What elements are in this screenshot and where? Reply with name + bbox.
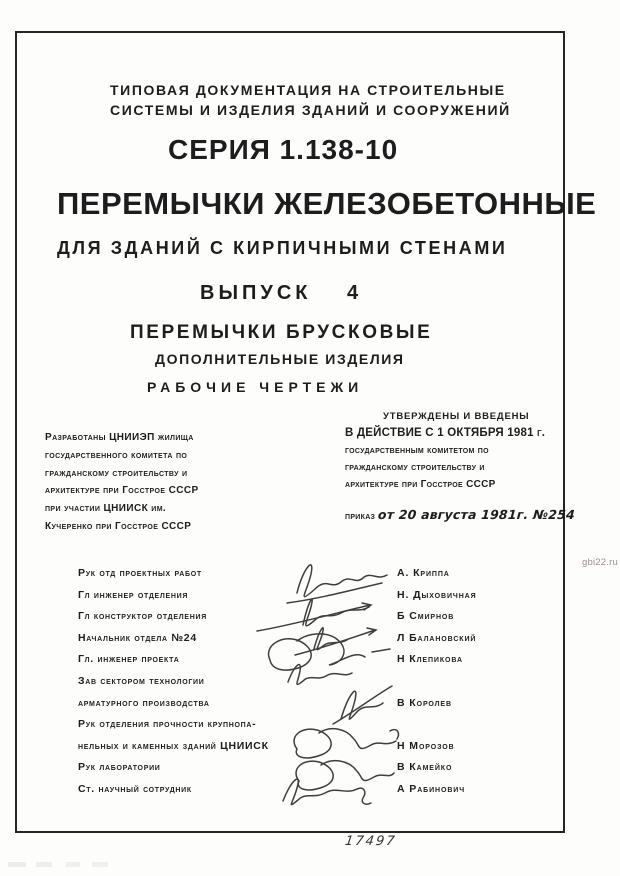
developed-line: Кучеренко при Госстрое СССР — [45, 520, 192, 532]
table-row — [78, 607, 548, 629]
table-row — [78, 629, 548, 651]
developed-line: гражданскому строительству и — [45, 467, 188, 479]
doc-number: 17497 — [343, 834, 398, 849]
main-title: ПЕРЕМЫЧКИ ЖЕЛЕЗОБЕТОННЫЕ — [57, 186, 597, 221]
signee-name: Н Клепикова — [397, 653, 463, 666]
series-title: СЕРИЯ 1.138-10 — [168, 134, 399, 165]
subtitle: ДЛЯ ЗДАНИЙ С КИРПИЧНЫМИ СТЕНАМИ — [57, 238, 508, 258]
table-row — [78, 672, 548, 694]
table-row — [78, 694, 548, 716]
approved-block — [345, 408, 576, 525]
role-label: Зав сектором технологии — [78, 674, 205, 687]
approved-line: государственным комитетом по — [345, 445, 489, 456]
role-label: Начальник отдела №24 — [78, 631, 197, 644]
doc-type-line-1: ТИПОВАЯ ДОКУМЕНТАЦИЯ НА СТРОИТЕЛЬНЫЕ — [110, 82, 506, 98]
approved-line: гражданскому строительству и — [345, 462, 485, 473]
doc-type-line-2: СИСТЕМЫ И ИЗДЕЛИЯ ЗДАНИЙ И СООРУЖЕНИЙ — [110, 102, 511, 118]
order-line — [345, 506, 576, 525]
section-title-3: РАБОЧИЕ ЧЕРТЕЖИ — [147, 379, 364, 395]
scan-smudge — [8, 862, 138, 867]
section-title-2: ДОПОЛНИТЕЛЬНЫЕ ИЗДЕЛИЯ — [155, 351, 405, 367]
order-prefix: приказ — [345, 510, 376, 522]
order-handwritten: от 20 августа 1981г. №254 — [377, 507, 576, 522]
signee-name: В Камейко — [397, 761, 453, 774]
table-row — [78, 715, 548, 737]
table-row — [78, 737, 548, 759]
signee-name: А. Криппа — [397, 567, 450, 579]
signatures-table — [78, 564, 548, 802]
section-title-1: ПЕРЕМЫЧКИ БРУСКОВЫЕ — [130, 322, 433, 343]
signee-name: Б Смирнов — [397, 610, 455, 623]
approved-line: В ДЕЙСТВИЕ С 1 ОКТЯБРЯ 1981 г. — [345, 427, 546, 439]
table-row — [78, 586, 548, 608]
developed-line: Разработаны ЦНИИЭП жилища — [45, 432, 194, 443]
role-label: нельных и каменных зданий ЦНИИСК — [78, 739, 269, 752]
table-row — [78, 758, 548, 780]
issue-title: ВЫПУСК 4 — [200, 282, 363, 304]
developed-by-block — [45, 429, 245, 536]
developed-line: архитектуре при Госстрое СССР — [45, 485, 199, 497]
signee-name: Л Балановский — [397, 631, 477, 644]
developed-line: государственного комитета по — [45, 449, 188, 461]
role-label: Гл. инженер проекта — [78, 653, 180, 666]
role-label: Ст. научный сотрудник — [78, 782, 192, 795]
signee-name: А Рабинович — [397, 782, 466, 795]
role-label: Рук лаборатории — [78, 761, 161, 774]
table-row — [78, 564, 548, 586]
site-watermark: gbi22.ru — [582, 557, 618, 568]
table-row — [78, 650, 548, 672]
table-row — [78, 780, 548, 802]
role-label: Гл конструктор отделения — [78, 610, 207, 623]
signee-name: Н Морозов — [397, 739, 455, 752]
signee-name: Н. Дыховичная — [397, 588, 477, 601]
approved-line: УТВЕРЖДЕНЫ И ВВЕДЕНЫ — [383, 411, 530, 422]
role-label: Рук отделения прочности крупнопа- — [78, 718, 257, 731]
approved-line: архитектуре при Госстрое СССР — [345, 479, 496, 490]
signee-name: В Королев — [397, 696, 452, 709]
developed-line: при участии ЦНИИСК им. — [45, 503, 167, 515]
doc-type-heading — [110, 80, 511, 120]
role-label: Гл инженер отделения — [78, 588, 189, 601]
role-label: арматурного производства — [78, 696, 210, 709]
role-label: Рук отд проектных работ — [78, 567, 202, 579]
